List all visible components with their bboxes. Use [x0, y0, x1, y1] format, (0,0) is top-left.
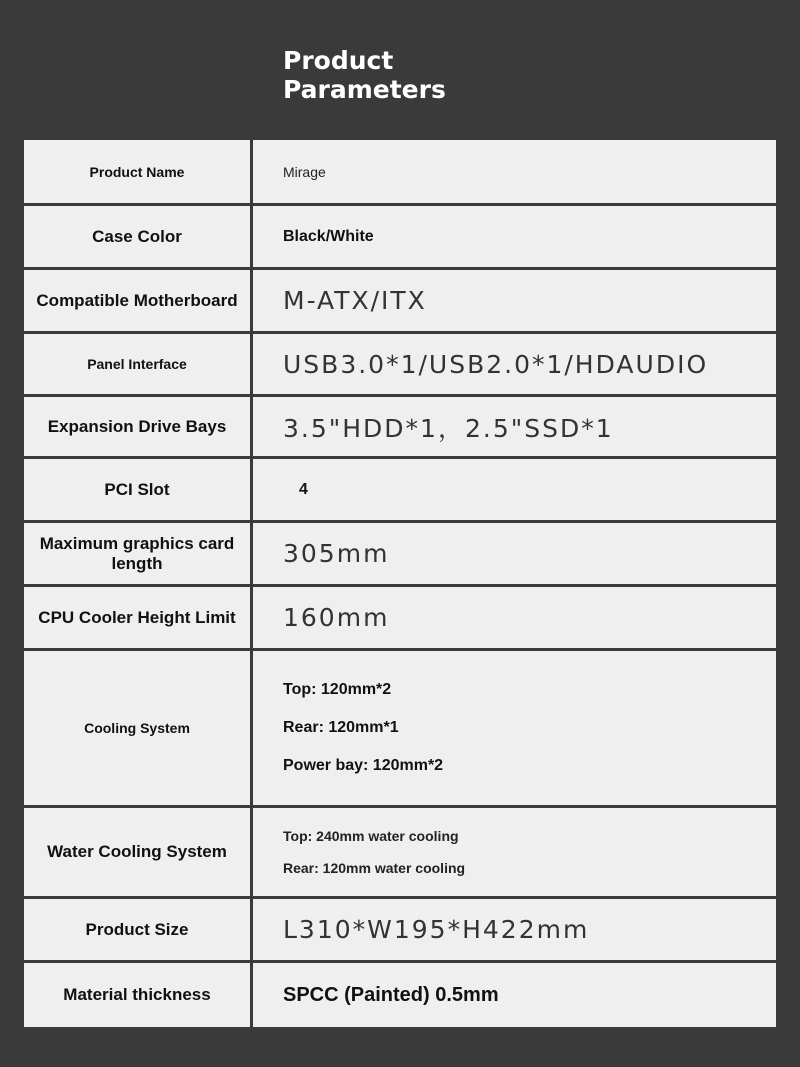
table-row-material-thickness	[24, 963, 776, 1027]
row-value: Mirage	[283, 163, 326, 180]
table-row-compatible-motherboard	[24, 270, 776, 331]
row-value: Black/White	[283, 227, 374, 245]
table-row-cooling-system	[24, 651, 776, 805]
title-line-2: Parameters	[283, 75, 446, 104]
row-value: 3.5"HDD*1，2.5"SSD*1	[283, 413, 614, 443]
table-row-panel-interface	[24, 334, 776, 394]
row-value: 305mm	[283, 539, 390, 568]
table-row-product-size	[24, 899, 776, 960]
table-row-water-cooling-system	[24, 808, 776, 896]
row-value: L310*W195*H422mm	[283, 915, 590, 944]
water-cooling-top: Top: 240mm water cooling	[283, 828, 459, 844]
table-row-product-name	[24, 140, 776, 203]
water-cooling-rear: Rear: 120mm water cooling	[283, 860, 466, 876]
row-label: Panel Interface	[87, 356, 187, 372]
cooling-power-bay: Power bay: 120mm*2	[283, 757, 444, 774]
row-value: 160mm	[283, 603, 390, 632]
title-line-1: Product	[283, 46, 394, 75]
row-value: USB3.0*1/USB2.0*1/HDAUDIO	[283, 349, 709, 379]
row-label: Water Cooling System	[47, 842, 227, 861]
cooling-rear: Rear: 120mm*1	[283, 719, 399, 736]
row-label: PCI Slot	[104, 479, 170, 499]
table-row-max-graphics-card-length	[24, 523, 776, 584]
table-row-expansion-drive-bays	[24, 397, 776, 456]
cooling-top: Top: 120mm*2	[283, 681, 392, 698]
row-label: Cooling System	[84, 720, 190, 736]
row-label: Material thickness	[63, 985, 211, 1004]
page-title	[283, 46, 446, 104]
table-row-cpu-cooler-height-limit	[24, 587, 776, 648]
row-label: Compatible Motherboard	[36, 290, 238, 310]
row-value: 4	[299, 480, 308, 498]
row-value: SPCC (Painted) 0.5mm	[283, 983, 499, 1006]
table-row-case-color	[24, 206, 776, 267]
row-label: Product Size	[85, 919, 189, 939]
row-label: Case Color	[92, 226, 182, 246]
row-label: Expansion Drive Bays	[47, 416, 227, 436]
row-value: M-ATX/ITX	[283, 286, 427, 315]
table-row-pci-slot	[24, 459, 776, 520]
row-label: CPU Cooler Height Limit	[38, 607, 236, 627]
row-label: Maximum graphics card length	[39, 533, 235, 573]
row-label: Product Name	[89, 163, 185, 180]
